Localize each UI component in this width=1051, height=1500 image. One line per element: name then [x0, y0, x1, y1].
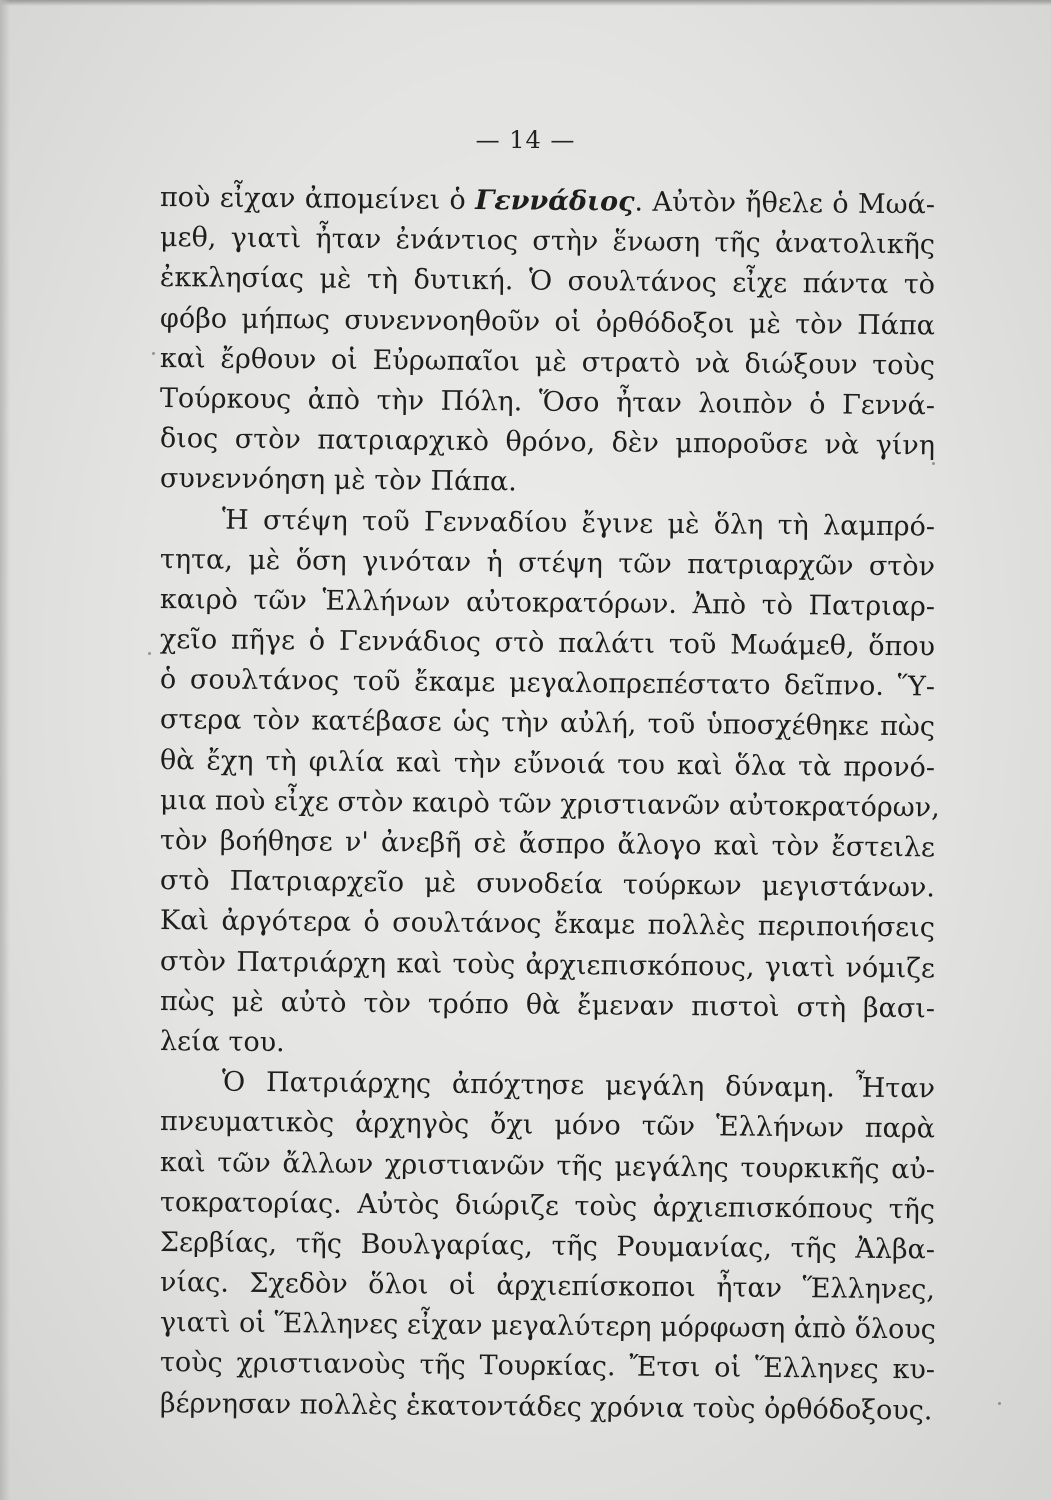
page-number: — 14 — [475, 126, 576, 154]
text-line-30: τοὺς χριστιανοὺς τῆς Τουρκίας. Ἔτσι οἱ Ἕλληνες κυ- [159, 1347, 936, 1386]
text-line-24: πνευματικὸς ἀρχηγὸς ὄχι μόνο τῶν Ἑλλήνων παρὰ [159, 1106, 936, 1145]
text-line-27: Σερβίας, τῆς Βουλγαρίας, τῆς Ρουμανίας, τῆς Ἀλβα- [159, 1226, 936, 1266]
text-line-13: ὁ σουλτάνος τοῦ ἔκαμε μεγαλοπρεπέστατο δεῖπνο. Ὕ- [159, 664, 936, 703]
text-line-28: νίας. Σχεδὸν ὅλοι οἱ ἀρχιεπίσκοποι ἦταν Ἕλληνες, [159, 1267, 936, 1306]
text-line-15: θὰ ἔχη τὴ φιλία καὶ τὴν εὔνοιά του καὶ ὅλα τὰ προνό- [159, 744, 936, 784]
text-line-3: ἐκκλησίας μὲ τὴ δυτική. Ὁ σουλτάνος εἶχε πάντα τὸ [159, 262, 936, 301]
text-line-22: λεία του. [159, 1025, 285, 1059]
text-line-29: γιατὶ οἱ Ἕλληνες εἶχαν μεγαλύτερη μόρφωση ἀπὸ ὅλους [159, 1307, 936, 1346]
text-line-7: διος στὸν πατριαρχικὸ θρόνο, δὲν μποροῦσε νὰ γίνη [159, 423, 936, 462]
text-line-14: στερα τὸν κατέβασε ὡς τὴν αὐλή, τοῦ ὑποσχέθηκε πὼς [159, 704, 936, 743]
page-left-edge-shadow [0, 0, 10, 1500]
text-line-31: βέρνησαν πολλὲς ἑκατοντάδες χρόνια τοὺς ὀρθόδοξους. [159, 1387, 933, 1427]
text-line-4: φόβο μήπως συνεννοηθοῦν οἱ ὀρθόδοξοι μὲ τὸν Πάπα [159, 302, 936, 342]
text-line-6: Τούρκους ἀπὸ τὴν Πόλη. Ὅσο ἦταν λοιπὸν ὁ Γεννά- [159, 382, 936, 422]
text-line-1-rest: . Αὐτὸν ἤθελε ὁ Μωά- [634, 186, 936, 221]
text-line-10: τητα, μὲ ὅση γινόταν ἡ στέψη τῶν πατριαρχῶν στὸν [159, 543, 936, 583]
text-line-16: μια ποὺ εἶχε στὸν καιρὸ τῶν χριστιανῶν αὐτοκρατόρων, [159, 784, 940, 824]
text-line-26: τοκρατορίας. Αὐτὸς διώριζε τοὺς ἀρχιεπισκόπους τῆς [159, 1186, 936, 1226]
text-line-20: στὸν Πατριάρχη καὶ τοὺς ἀρχιεπισκόπους, γιατὶ νόμιζε [159, 945, 936, 985]
paper-speck [932, 462, 935, 465]
text-line-11: καιρὸ τῶν Ἑλλήνων αὐτοκρατόρων. Ἀπὸ τὸ Πατριαρ- [159, 583, 936, 623]
body-text [159, 178, 940, 1427]
text-line-8: συνεννόηση μὲ τὸν Πάπα. [159, 463, 517, 498]
page-top-edge-shadow [0, 0, 1051, 6]
text-line-12: χεῖο πῆγε ὁ Γεννάδιος στὸ παλάτι τοῦ Μωάμεθ, ὅπου [159, 624, 936, 663]
text-line-18: στὸ Πατριαρχεῖο μὲ συνοδεία τούρκων μεγιστάνων. [159, 865, 936, 904]
paper-speck [148, 652, 151, 655]
name-gennadios-emphasis: Γεννάδιος [475, 185, 635, 218]
text-line-1-prefix: ποὺ εἶχαν [159, 182, 305, 215]
paper-speck [152, 352, 155, 355]
paper-speck [998, 1402, 1001, 1405]
text-line-5: καὶ ἔρθουν οἱ Εὐρωπαῖοι μὲ στρατὸ νὰ διώξουν τοὺς [159, 342, 936, 382]
text-line-19: Καὶ ἀργότερα ὁ σουλτάνος ἔκαμε πολλὲς περιποιήσεις [159, 905, 936, 944]
text-line-1-mid: ἀπομείνει ὁ [304, 183, 476, 217]
text-line-17: τὸν βοήθησε ν' ἀνεβῆ σὲ ἄσπρο ἄλογο καὶ τὸν ἔστειλε [159, 825, 936, 864]
text-line-21: πὼς μὲ αὐτὸ τὸν τρόπο θὰ ἔμεναν πιστοὶ στὴ βασι- [159, 985, 936, 1025]
text-line-2: μεθ, γιατὶ ἦταν ἐνάντιος στὴν ἕνωση τῆς ἀνατολικῆς [159, 222, 936, 261]
text-line-25: καὶ τῶν ἄλλων χριστιανῶν τῆς μεγάλης τουρκικῆς αὐ- [159, 1146, 936, 1185]
text-line-23: Ὁ Πατριάρχης ἀπόχτησε μεγάλη δύναμη. Ἦταν [221, 1066, 936, 1105]
text-line-9: Ἡ στέψη τοῦ Γενναδίου ἔγινε μὲ ὅλη τὴ λαμπρό- [221, 504, 936, 542]
